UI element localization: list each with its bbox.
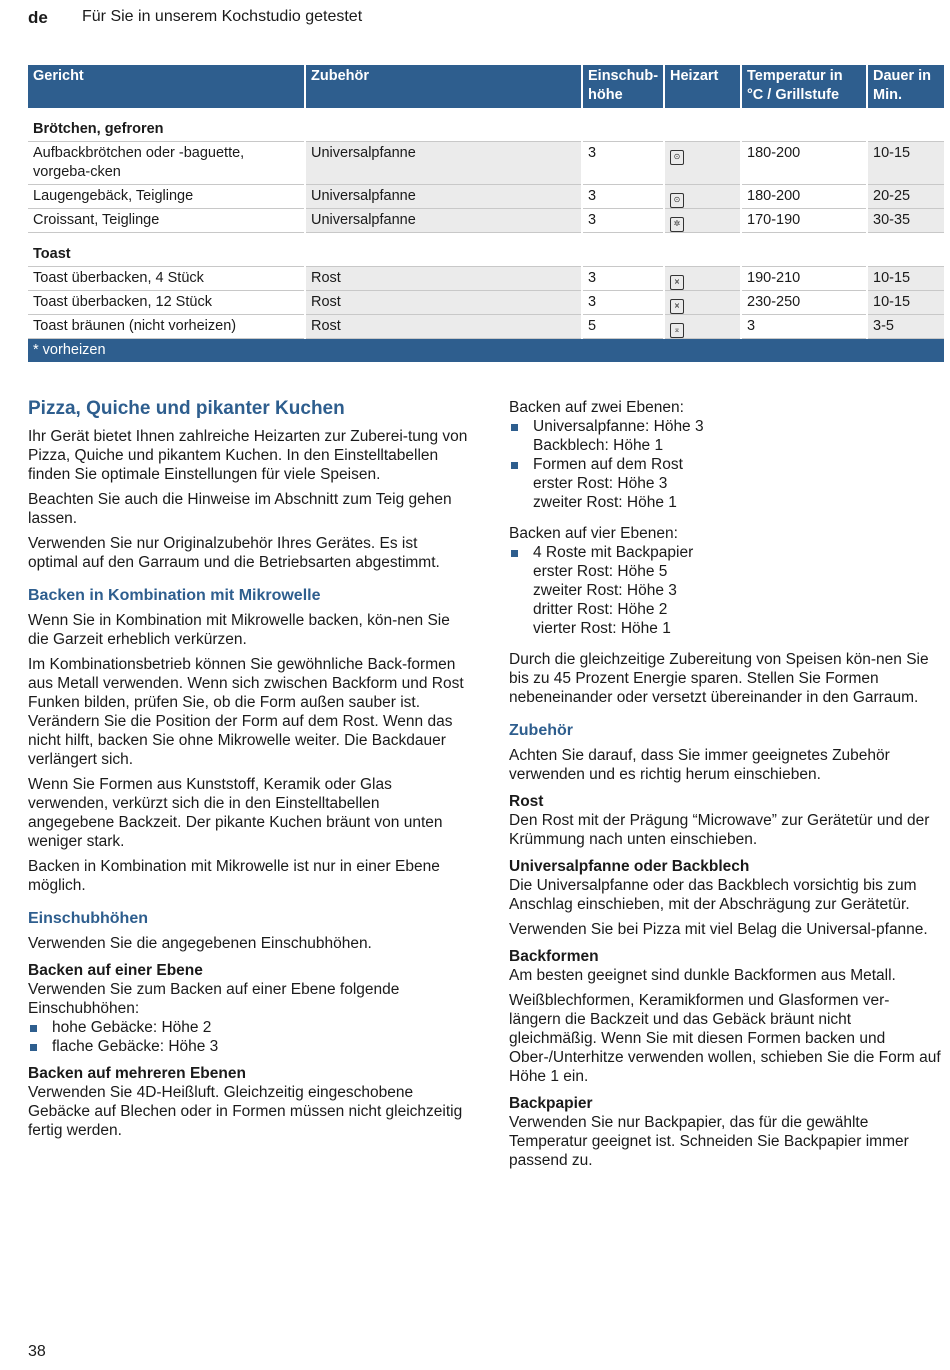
cell-temp: 230-250 (741, 291, 867, 315)
list-item-line: erster Rost: Höhe 5 (533, 563, 668, 580)
cell-temp: 180-200 (741, 185, 867, 209)
cell-zubehoer: Universalpfanne (305, 185, 582, 209)
heading: Backpapier (509, 1095, 593, 1112)
table-row (28, 267, 944, 291)
list-item (509, 417, 941, 455)
paragraph: Wenn Sie in Kombination mit Mikrowelle backen, kön-nen Sie die Garzeit erheblich verkürzen. (28, 612, 450, 648)
col-header-gericht: Gericht (28, 65, 305, 108)
cell-zubehoer: Universalpfanne (305, 209, 582, 233)
col-header-heizart: Heizart (664, 65, 741, 108)
cell-heizart (664, 185, 741, 209)
paragraph: Verwenden Sie 4D-Heißluft. Gleichzeitig eingeschobene Gebäcke auf Blechen oder in Formen müssen nicht gleichzeitig fertig werden. (28, 1084, 463, 1139)
cell-einschub: 5 (582, 315, 664, 339)
cell-temp: 190-210 (741, 267, 867, 291)
table-row (28, 315, 944, 339)
cell-dauer: 10-15 (867, 142, 944, 185)
paragraph: Verwenden Sie die angegebenen Einschubhöhen. (28, 935, 372, 952)
group-row (28, 108, 944, 142)
subsection-title: Backen in Kombination mit Mikrowelle (28, 587, 321, 604)
table-row (28, 142, 944, 185)
section-title: Pizza, Quiche und pikanter Kuchen (28, 398, 345, 419)
list-item-line: Backblech: Höhe 1 (533, 437, 664, 454)
cell-einschub: 3 (582, 185, 664, 209)
cell-temp: 180-200 (741, 142, 867, 185)
bullet-list (509, 417, 941, 512)
table-row (28, 209, 944, 233)
paragraph: Verwenden Sie bei Pizza mit viel Belag die Universal-pfanne. (509, 921, 928, 938)
cell-zubehoer: Rost (305, 291, 582, 315)
cell-dauer: 10-15 (867, 291, 944, 315)
heading: Universalpfanne oder Backblech (509, 858, 750, 875)
cell-gericht: Toast überbacken, 12 Stück (28, 291, 305, 315)
language-code: de (28, 8, 48, 27)
cell-gericht: Aufbackbrötchen oder -baguette, vorgeba-cken (28, 142, 305, 185)
cell-zubehoer: Rost (305, 267, 582, 291)
cell-einschub: 3 (582, 291, 664, 315)
heading: Backen auf mehreren Ebenen (28, 1065, 246, 1082)
subsection-title: Einschubhöhen (28, 910, 148, 927)
list-item: hohe Gebäcke: Höhe 2 (28, 1018, 468, 1037)
bullet-list (509, 543, 941, 638)
cell-einschub: 3 (582, 142, 664, 185)
cell-zubehoer: Universalpfanne (305, 142, 582, 185)
list-item (509, 543, 941, 638)
table-row (28, 185, 944, 209)
heading: Rost (509, 793, 544, 810)
paragraph: Backen auf zwei Ebenen: (509, 399, 684, 416)
hot-air-icon: ⊙ (670, 150, 684, 165)
paragraph: Backen in Kombination mit Mikrowelle ist nur in einer Ebene möglich. (28, 858, 440, 894)
cell-temp: 170-190 (741, 209, 867, 233)
cell-heizart (664, 209, 741, 233)
list-item-line: Universalpfanne: Höhe 3 (533, 418, 704, 435)
list-item: flache Gebäcke: Höhe 3 (28, 1037, 468, 1056)
group-row (28, 233, 944, 267)
cell-einschub: 3 (582, 209, 664, 233)
cell-gericht: Toast bräunen (nicht vorheizen) (28, 315, 305, 339)
cell-zubehoer: Rost (305, 315, 582, 339)
paragraph: Weißblechformen, Keramikformen und Glasformen ver-längern die Backzeit und das Gebäck bräunt nicht gleichmäßig. Wenn Sie mit diesen Formen backen und Ober-/Unterhitze verwenden wollen, schieben Sie die Form auf Höhe 1 ein. (509, 992, 941, 1085)
footnote-row (28, 339, 944, 363)
paragraph: Backen auf vier Ebenen: (509, 525, 678, 542)
bullet-list (28, 1018, 468, 1056)
col-header-dauer: Dauer in Min. (867, 65, 944, 108)
paragraph: Den Rost mit der Prägung “Microwave” zur Gerätetür und der Krümmung nach unten einschieben. (509, 812, 930, 848)
group-title: Toast (28, 233, 944, 267)
group-title: Brötchen, gefroren (28, 108, 944, 142)
cell-heizart (664, 267, 741, 291)
col-header-temperatur: Temperatur in °C / Grillstufe (741, 65, 867, 108)
cell-gericht: Laugengebäck, Teiglinge (28, 185, 305, 209)
paragraph: Beachten Sie auch die Hinweise im Abschnitt zum Teig gehen lassen. (28, 491, 452, 527)
list-item-line: dritter Rost: Höhe 2 (533, 601, 668, 618)
cooking-table (28, 65, 944, 362)
subsection-title: Zubehör (509, 722, 573, 739)
footnote: * vorheizen (28, 339, 944, 363)
cell-dauer: 30-35 (867, 209, 944, 233)
cell-dauer: 10-15 (867, 267, 944, 291)
list-item-line: vierter Rost: Höhe 1 (533, 620, 671, 637)
circulating-grill-icon: ⩙ (670, 275, 684, 290)
table-row (28, 291, 944, 315)
list-item-line: erster Rost: Höhe 3 (533, 475, 668, 492)
list-item-line: zweiter Rost: Höhe 1 (533, 494, 677, 511)
cell-gericht: Toast überbacken, 4 Stück (28, 267, 305, 291)
heading: Backformen (509, 948, 599, 965)
cell-einschub: 3 (582, 267, 664, 291)
col-header-einschub: Einschub-höhe (582, 65, 664, 108)
cell-dauer: 3-5 (867, 315, 944, 339)
cell-dauer: 20-25 (867, 185, 944, 209)
paragraph: Achten Sie darauf, dass Sie immer geeignetes Zubehör verwenden und es richtig herum einschieben. (509, 747, 890, 783)
circulating-grill-icon: ⩙ (670, 299, 684, 314)
hot-air-gentle-icon: ✲ (670, 217, 684, 232)
paragraph: Verwenden Sie nur Backpapier, das für die gewählte Temperatur geeignet ist. Schneiden Sie Backpapier immer passend zu. (509, 1114, 909, 1169)
list-item-line: Formen auf dem Rost (533, 456, 683, 473)
paragraph: Ihr Gerät bietet Ihnen zahlreiche Heizarten zur Zuberei-tung von Pizza, Quiche und pikantem Kuchen. In den Einstelltabellen finden Sie optimale Einstellungen für viele Speisen. (28, 428, 468, 483)
paragraph: Verwenden Sie zum Backen auf einer Ebene folgende Einschubhöhen: (28, 981, 400, 1017)
list-item-line: 4 Roste mit Backpapier (533, 544, 694, 561)
cell-heizart (664, 315, 741, 339)
cell-heizart (664, 142, 741, 185)
cell-heizart (664, 291, 741, 315)
left-column (28, 398, 468, 1146)
paragraph: Die Universalpfanne oder das Backblech vorsichtig bis zum Anschlag einschieben, mit der Abschrägung zur Gerätetür. (509, 877, 917, 913)
page-number: 38 (28, 1343, 46, 1360)
heading: Backen auf einer Ebene (28, 962, 203, 979)
table-header-row (28, 65, 944, 108)
cell-gericht: Croissant, Teiglinge (28, 209, 305, 233)
paragraph: Wenn Sie Formen aus Kunststoff, Keramik oder Glas verwenden, verkürzt sich die in den Einstelltabellen angegebene Backzeit. Der pikante Kuchen bräunt von unten weniger stark. (28, 776, 443, 850)
list-item (509, 455, 941, 512)
paragraph: Am besten geeignet sind dunkle Backformen aus Metall. (509, 967, 896, 984)
list-item-line: zweiter Rost: Höhe 3 (533, 582, 677, 599)
grill-icon: ⌅ (670, 323, 684, 338)
paragraph: Verwenden Sie nur Originalzubehör Ihres Gerätes. Es ist optimal auf den Garraum und die Betriebsarten abgestimmt. (28, 535, 440, 571)
col-header-zubehoer: Zubehör (305, 65, 582, 108)
paragraph: Durch die gleichzeitige Zubereitung von Speisen kön-nen Sie bis zu 45 Prozent Energie sparen. Stellen Sie Formen nebeneinander oder versetzt übereinander in den Garraum. (509, 651, 929, 706)
header-title: Für Sie in unserem Kochstudio getestet (82, 8, 363, 25)
cell-temp: 3 (741, 315, 867, 339)
hot-air-icon: ⊙ (670, 193, 684, 208)
paragraph: Im Kombinationsbetrieb können Sie gewöhnliche Back-formen aus Metall verwenden. Wenn sich zwischen Backform und Rost Funken bilden, prüfen Sie, ob die Form außen sauber ist. Verändern Sie die Position der Form auf dem Rost. Wenn das nicht hilft, backen Sie ohne Mikrowelle weiter. Die Backdauer verlängert sich. (28, 656, 464, 768)
right-column (509, 398, 941, 1176)
